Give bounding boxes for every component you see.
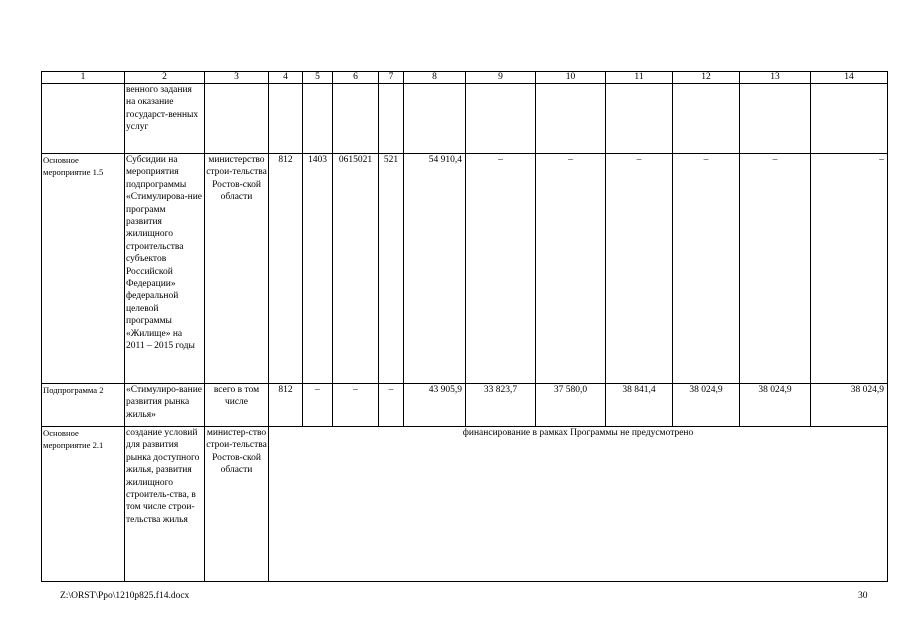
header-cell: 13 (740, 72, 811, 84)
table-cell: – (466, 154, 536, 384)
table-cell (606, 84, 673, 154)
table-cell (303, 84, 333, 154)
table-cell (740, 84, 811, 154)
table-cell: венного задания на оказание государст-венных услуг (125, 84, 205, 154)
table-cell (466, 84, 536, 154)
table-cell (673, 84, 740, 154)
header-cell: 14 (811, 72, 888, 84)
table-cell: Основное мероприятие 2.1 (42, 427, 125, 582)
table-cell: – (333, 384, 379, 427)
table-row (42, 384, 888, 427)
table-cell: 33 823,7 (466, 384, 536, 427)
table-cell: 38 841,4 (606, 384, 673, 427)
header-cell: 12 (673, 72, 740, 84)
table-cell: Подпрограмма 2 (42, 384, 125, 427)
table-cell: – (536, 154, 606, 384)
table-cell: «Стимулиро-вание развития рынка жилья» (125, 384, 205, 427)
table-cell: Субсидии на мероприятия подпрограммы «Стимулирова-ние программ развития жилищного строительства субъектов Российской Федерации» федеральной целевой программы «Жилище» на 2011 – 2015 годы (125, 154, 205, 384)
table-cell: создание условий для развития рынка доступного жилья, развития жилищного строитель-ства, в том числе строи-тельства жилья (125, 427, 205, 582)
page-number: 30 (858, 591, 868, 601)
table-cell: 812 (269, 384, 303, 427)
header-cell: 8 (404, 72, 466, 84)
table-row (42, 154, 888, 384)
table-cell: Основное мероприятие 1.5 (42, 154, 125, 384)
table-cell: – (673, 154, 740, 384)
table-cell: министерство строи-тельства Ростов-ской области (205, 154, 269, 384)
header-cell: 5 (303, 72, 333, 84)
table-cell: 38 024,9 (673, 384, 740, 427)
file-path: Z:\ORST\Ppo\1210p825.f14.docx (60, 591, 190, 601)
table-cell: всего в том числе (205, 384, 269, 427)
header-cell: 4 (269, 72, 303, 84)
table-cell (333, 84, 379, 154)
table-cell: 54 910,4 (404, 154, 466, 384)
table-cell: 0615021 (333, 154, 379, 384)
header-cell: 11 (606, 72, 673, 84)
table-cell (379, 84, 404, 154)
header-cell: 6 (333, 72, 379, 84)
table-cell: – (606, 154, 673, 384)
table-cell (205, 84, 269, 154)
table-cell: 38 024,9 (811, 384, 888, 427)
table-cell (269, 84, 303, 154)
header-cell: 3 (205, 72, 269, 84)
table-cell: министер-ство строи-тельства Ростов-ской области (205, 427, 269, 582)
header-cell: 9 (466, 72, 536, 84)
table-cell (404, 84, 466, 154)
header-cell: 1 (42, 72, 125, 84)
table-cell: 812 (269, 154, 303, 384)
table-cell: – (303, 384, 333, 427)
table-cell (42, 84, 125, 154)
header-cell: 2 (125, 72, 205, 84)
header-cell: 7 (379, 72, 404, 84)
table-row (42, 427, 888, 582)
table-cell: – (740, 154, 811, 384)
table-cell: 37 580,0 (536, 384, 606, 427)
header-row (42, 72, 888, 84)
table-cell (536, 84, 606, 154)
funding-note: финансирование в рамках Программы не предусмотрено (269, 427, 888, 582)
table-cell: 38 024,9 (740, 384, 811, 427)
budget-table (41, 71, 888, 582)
table-cell: 521 (379, 154, 404, 384)
table-cell: – (379, 384, 404, 427)
table-cell: – (811, 154, 888, 384)
table-row (42, 84, 888, 154)
header-cell: 10 (536, 72, 606, 84)
table-cell: 43 905,9 (404, 384, 466, 427)
table-cell (811, 84, 888, 154)
table-cell: 1403 (303, 154, 333, 384)
